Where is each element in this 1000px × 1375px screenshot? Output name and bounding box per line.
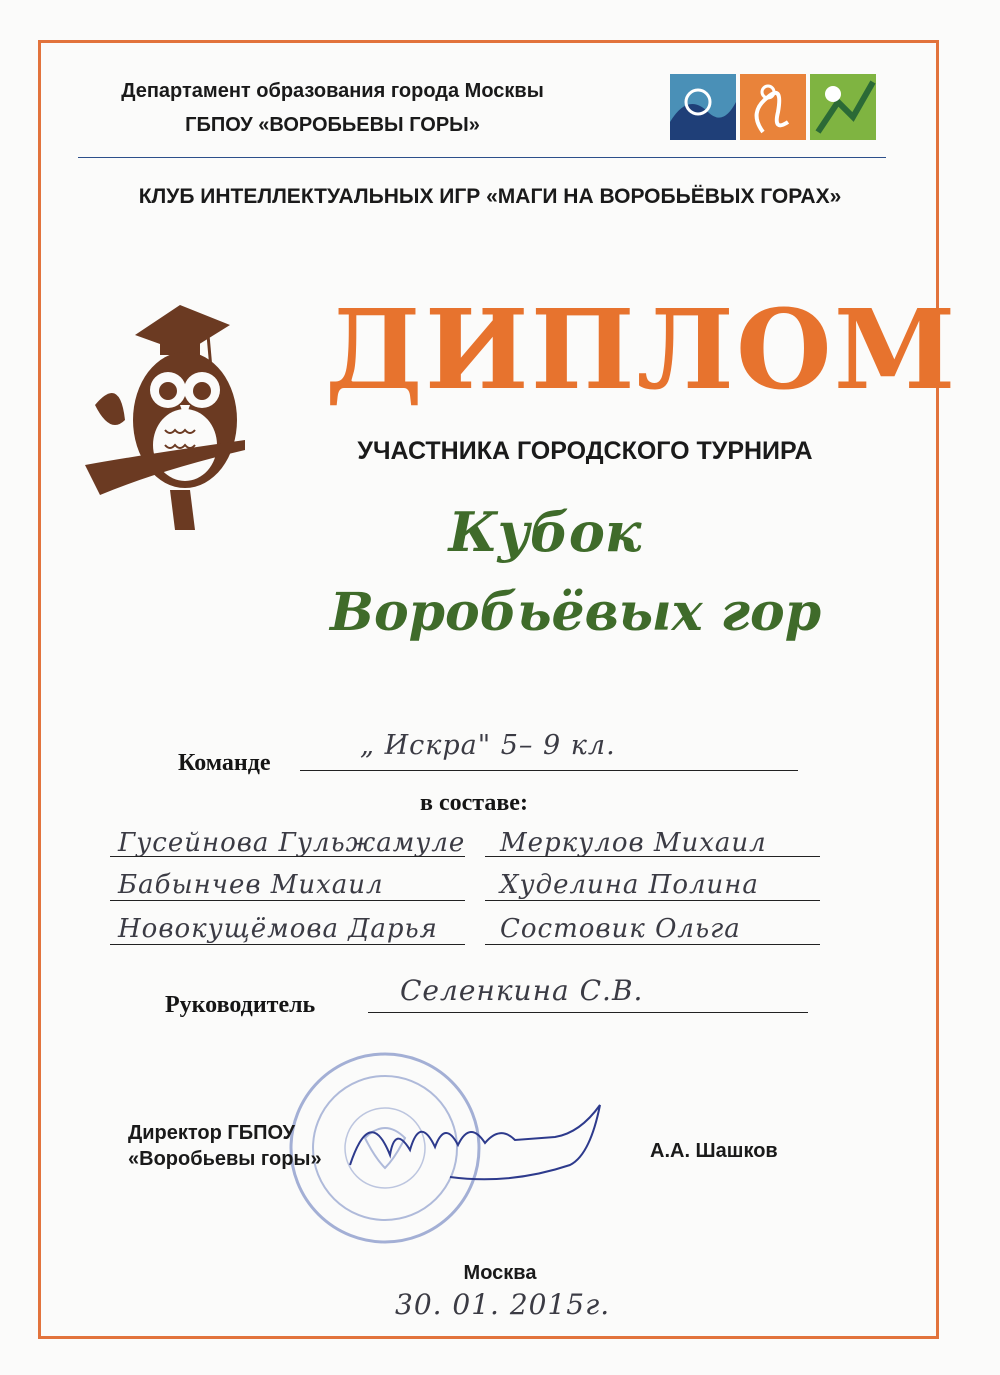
department-name: Департамент образования города Москвы	[121, 80, 544, 102]
diploma-subtitle: УЧАСТНИКА ГОРОДСКОГО ТУРНИРА	[357, 437, 813, 465]
team-label: Команде	[178, 750, 271, 776]
school-name: ГБПОУ «ВОРОБЬЕВЫ ГОРЫ»	[185, 114, 480, 136]
director-name: А.А. Шашков	[650, 1140, 778, 1162]
composition-label: в составе:	[420, 790, 528, 816]
member-line	[110, 856, 465, 857]
member-right-2: Худелина Полина	[500, 870, 759, 900]
member-line	[110, 900, 465, 901]
director-title-line1: Директор ГБПОУ	[128, 1122, 296, 1144]
leader-name: Селенкина С.В.	[400, 974, 644, 1007]
leader-underline	[368, 1012, 808, 1013]
member-line	[485, 856, 820, 857]
team-underline	[300, 770, 798, 771]
city: Москва	[463, 1262, 537, 1284]
member-line	[485, 900, 820, 901]
cup-title-line2: Воробьёвых гор	[330, 582, 822, 643]
director-title-line2: «Воробьевы горы»	[128, 1148, 322, 1170]
header-divider	[78, 157, 886, 158]
member-line	[110, 944, 465, 945]
member-left-3: Новокущёмова Дарья	[118, 914, 438, 944]
member-left-2: Бабынчев Михаил	[118, 870, 384, 900]
team-name: „ Искра" 5– 9 кл.	[360, 730, 616, 761]
diploma-title: ДИПЛОМ	[325, 285, 958, 414]
member-line	[485, 944, 820, 945]
cup-title-line1: Кубок	[448, 500, 642, 564]
club-name: КЛУБ ИНТЕЛЛЕКТУАЛЬНЫХ ИГР «МАГИ НА ВОРОБЬЁВЫХ ГОРАХ»	[138, 185, 842, 208]
leader-label: Руководитель	[165, 992, 316, 1018]
member-left-1: Гусейнова Гульжамуле	[118, 828, 466, 858]
issue-date: 30. 01. 2015г.	[395, 1288, 611, 1321]
member-right-3: Состовик Ольга	[500, 914, 741, 944]
member-right-1: Меркулов Михаил	[500, 828, 767, 858]
